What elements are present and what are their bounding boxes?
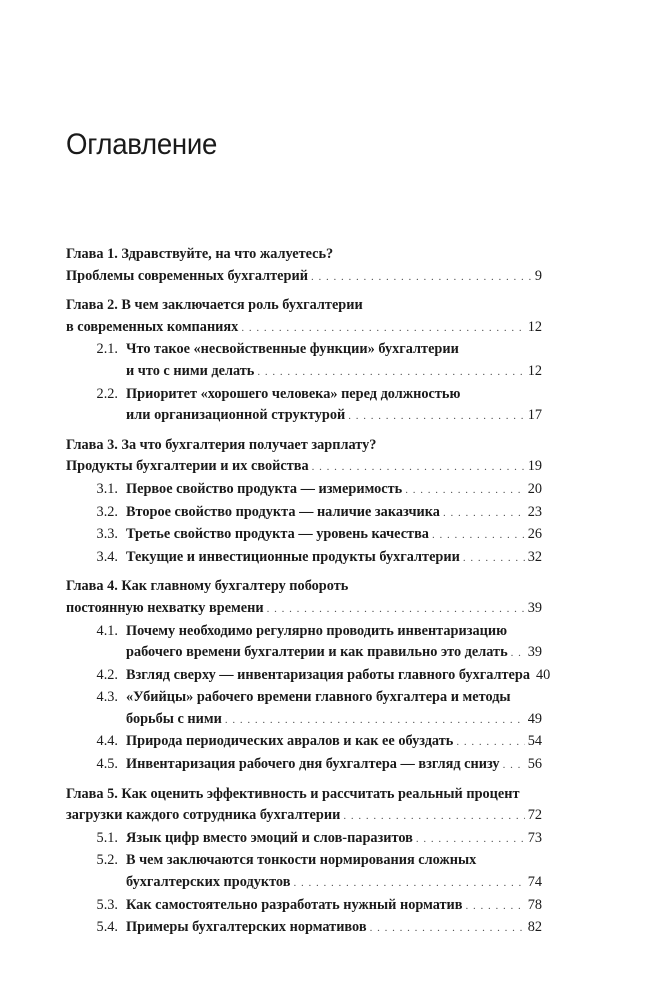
section-line bbox=[126, 405, 542, 428]
table-of-contents bbox=[66, 244, 551, 947]
section-title-text: Первое свойство продукта — измеримость bbox=[126, 480, 403, 497]
section-number: 3.2. bbox=[96, 503, 118, 520]
section-line bbox=[126, 384, 542, 406]
chapter-title-text: загрузки каждого сотрудника бухгалтерии bbox=[66, 807, 341, 824]
section-title-text: Примеры бухгалтерских нормативов bbox=[126, 919, 367, 936]
section-title-text: бухгалтерских продуктов bbox=[126, 874, 291, 891]
toc-chapter-5[interactable] bbox=[66, 784, 542, 940]
section-page-number: 78 bbox=[527, 896, 542, 913]
section-title-text: Второе свойство продукта — наличие заказчика bbox=[126, 503, 440, 520]
section-line bbox=[126, 479, 542, 502]
section-title-text: Третье свойство продукта — уровень качества bbox=[126, 526, 429, 543]
section-title-text: «Убийцы» рабочего времени главного бухгалтера и методы bbox=[126, 689, 511, 706]
toc-chapter-2[interactable] bbox=[66, 295, 542, 428]
section-page-number: 17 bbox=[527, 407, 542, 424]
section-line bbox=[126, 502, 542, 525]
toc-section[interactable] bbox=[66, 665, 551, 688]
chapter-line bbox=[66, 266, 542, 289]
dot-leader bbox=[503, 755, 525, 777]
dot-leader bbox=[416, 829, 525, 851]
section-page-number: 49 bbox=[527, 710, 542, 727]
toc-section[interactable] bbox=[66, 687, 542, 731]
section-page-number: 32 bbox=[527, 548, 542, 565]
section-number: 4.2. bbox=[96, 666, 118, 683]
section-page-number: 26 bbox=[527, 526, 542, 543]
toc-section[interactable] bbox=[66, 479, 542, 502]
section-page-number: 73 bbox=[527, 829, 542, 846]
dot-leader bbox=[463, 548, 525, 570]
chapter-page-number: 72 bbox=[527, 807, 542, 824]
section-number: 5.1. bbox=[96, 829, 118, 846]
section-line bbox=[126, 547, 542, 570]
section-title-text: рабочего времени бухгалтерии и как правильно это делать bbox=[126, 644, 508, 661]
toc-section[interactable] bbox=[66, 850, 542, 894]
toc-section[interactable] bbox=[66, 917, 542, 940]
dot-leader bbox=[225, 710, 525, 732]
section-page-number: 40 bbox=[536, 666, 551, 683]
chapter-page-number: 12 bbox=[527, 318, 542, 335]
dot-leader bbox=[311, 267, 532, 289]
section-title-text: Что такое «несвойственные функции» бухгалтерии bbox=[126, 341, 459, 358]
toc-section[interactable] bbox=[66, 384, 542, 428]
chapter-page-number: 39 bbox=[527, 599, 542, 616]
section-line bbox=[126, 642, 542, 665]
section-title-text: Природа периодических авралов и как ее обуздать bbox=[126, 733, 454, 750]
section-number: 4.5. bbox=[96, 756, 118, 773]
section-number: 4.1. bbox=[96, 622, 118, 639]
section-number: 4.3. bbox=[96, 689, 118, 706]
section-line bbox=[126, 828, 542, 851]
section-line bbox=[126, 621, 542, 643]
toc-section[interactable] bbox=[66, 828, 542, 851]
section-title-text: В чем заключаются тонкости нормирования сложных bbox=[126, 852, 477, 869]
section-line bbox=[126, 339, 542, 361]
section-title-text: Текущие и инвестиционные продукты бухгалтерии bbox=[126, 548, 460, 565]
chapter-line bbox=[66, 317, 542, 340]
chapter-line bbox=[66, 295, 542, 317]
toc-section[interactable] bbox=[66, 547, 542, 570]
dot-leader bbox=[241, 318, 524, 340]
section-title-text: борьбы с ними bbox=[126, 710, 222, 727]
section-page-number: 56 bbox=[527, 756, 542, 773]
section-number: 3.3. bbox=[96, 526, 118, 543]
section-page-number: 39 bbox=[527, 644, 542, 661]
section-line bbox=[126, 665, 551, 688]
chapter-line bbox=[66, 456, 542, 479]
chapter-line bbox=[66, 576, 542, 598]
section-line bbox=[126, 895, 542, 918]
section-line bbox=[126, 850, 542, 872]
chapter-line bbox=[66, 598, 542, 621]
dot-leader bbox=[405, 480, 525, 502]
toc-chapter-3[interactable] bbox=[66, 435, 542, 570]
dot-leader bbox=[370, 918, 525, 940]
section-title-text: и что с ними делать bbox=[126, 362, 255, 379]
chapter-title-text: постоянную нехватку времени bbox=[66, 599, 264, 616]
toc-section[interactable] bbox=[66, 731, 542, 754]
dot-leader bbox=[456, 732, 524, 754]
dot-leader bbox=[312, 457, 525, 479]
chapter-title-text: Проблемы современных бухгалтерий bbox=[66, 267, 308, 284]
section-title-text: Почему необходимо регулярно проводить инвентаризацию bbox=[126, 622, 508, 639]
toc-section[interactable] bbox=[66, 339, 542, 383]
chapter-line bbox=[66, 435, 542, 457]
toc-section[interactable] bbox=[66, 502, 542, 525]
section-title-text: или организационной структурой bbox=[126, 407, 346, 424]
toc-chapter-4[interactable] bbox=[66, 576, 551, 776]
toc-section[interactable] bbox=[66, 621, 542, 665]
section-number: 2.2. bbox=[96, 385, 118, 402]
section-line bbox=[126, 917, 542, 940]
chapter-page-number: 19 bbox=[527, 458, 542, 475]
dot-leader bbox=[293, 873, 524, 895]
section-page-number: 82 bbox=[527, 919, 542, 936]
dot-leader bbox=[257, 362, 524, 384]
chapter-page-number: 9 bbox=[534, 267, 542, 284]
section-line bbox=[126, 524, 542, 547]
section-number: 3.4. bbox=[96, 548, 118, 565]
section-number: 2.1. bbox=[96, 341, 118, 358]
section-number: 3.1. bbox=[96, 480, 118, 497]
dot-leader bbox=[432, 525, 525, 547]
section-line bbox=[126, 731, 542, 754]
section-title-text: Приоритет «хорошего человека» перед должностью bbox=[126, 385, 461, 402]
dot-leader bbox=[348, 406, 524, 428]
dot-leader bbox=[443, 503, 525, 525]
page-title: Оглавление bbox=[66, 128, 218, 161]
section-number: 5.4. bbox=[96, 919, 118, 936]
section-page-number: 23 bbox=[527, 503, 542, 520]
chapter-title-text: Глава 2. В чем заключается роль бухгалтерии bbox=[66, 297, 363, 314]
chapter-line bbox=[66, 244, 542, 266]
section-line bbox=[126, 687, 542, 709]
section-page-number: 74 bbox=[527, 874, 542, 891]
toc-section[interactable] bbox=[66, 754, 542, 777]
chapter-title-text: Глава 4. Как главному бухгалтеру побороть bbox=[66, 578, 349, 595]
chapter-title-text: Глава 1. Здравствуйте, на что жалуетесь? bbox=[66, 246, 334, 262]
section-line bbox=[126, 754, 542, 777]
section-line bbox=[126, 709, 542, 732]
section-title-text: Как самостоятельно разработать нужный норматив bbox=[126, 896, 463, 913]
dot-leader bbox=[343, 806, 524, 828]
toc-section[interactable] bbox=[66, 524, 542, 547]
chapter-line bbox=[66, 784, 542, 806]
section-title-text: Взгляд сверху — инвентаризация работы главного бухгалтера bbox=[126, 666, 530, 683]
section-page-number: 20 bbox=[527, 480, 542, 497]
section-page-number: 54 bbox=[527, 733, 542, 750]
section-title-text: Язык цифр вместо эмоций и слов-паразитов bbox=[126, 829, 413, 846]
chapter-title-text: Продукты бухгалтерии и их свойства bbox=[66, 458, 309, 475]
section-number: 5.3. bbox=[96, 896, 118, 913]
chapter-title-text: Глава 5. Как оценить эффективность и рассчитать реальный процент bbox=[66, 785, 520, 802]
section-title-text: Инвентаризация рабочего дня бухгалтера — взгляд снизу bbox=[126, 756, 500, 773]
toc-section[interactable] bbox=[66, 895, 542, 918]
section-line bbox=[126, 872, 542, 895]
dot-leader bbox=[267, 599, 525, 621]
dot-leader bbox=[466, 896, 525, 918]
section-page-number: 12 bbox=[527, 362, 542, 379]
chapter-title-text: Глава 3. За что бухгалтерия получает зарплату? bbox=[66, 436, 377, 453]
section-number: 5.2. bbox=[96, 852, 118, 869]
toc-chapter-1[interactable] bbox=[66, 244, 542, 288]
section-number: 4.4. bbox=[96, 733, 118, 750]
section-line bbox=[126, 361, 542, 384]
chapter-title-text: в современных компаниях bbox=[66, 318, 239, 335]
dot-leader bbox=[511, 643, 525, 665]
chapter-line bbox=[66, 805, 542, 828]
